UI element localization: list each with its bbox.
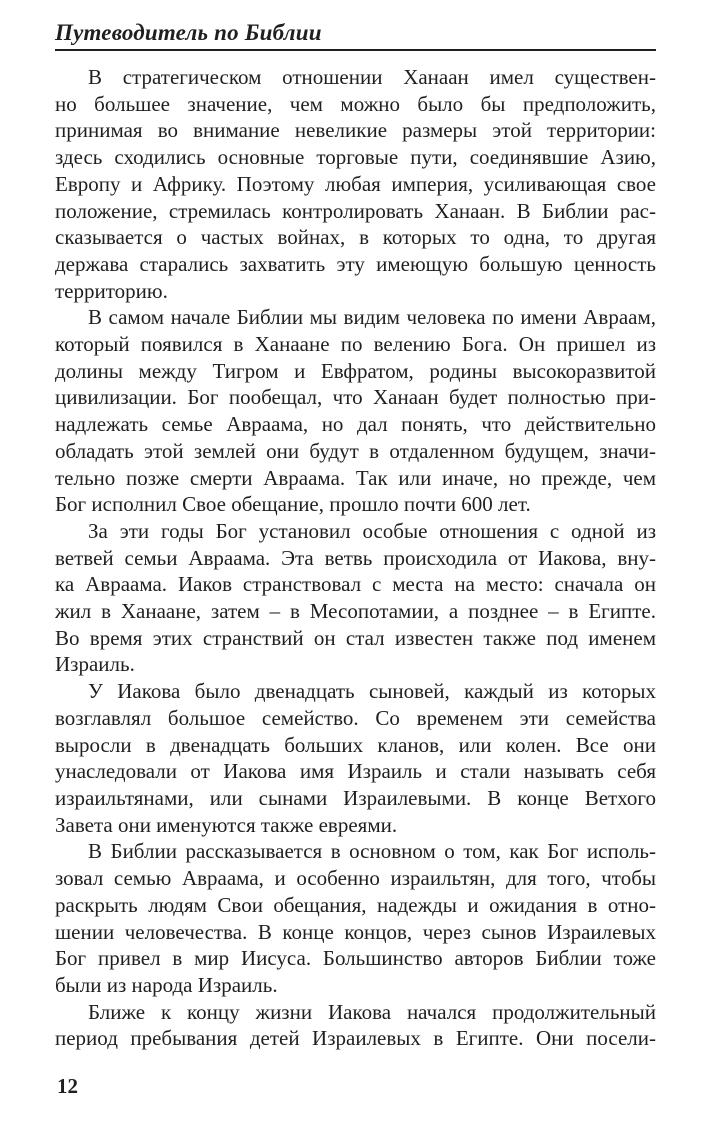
text-line: Бог исполнил Свое обещание, прошло почти 600 лет.	[55, 492, 531, 517]
text-line: унаследовали от Иакова имя Израиль и стали называть себя	[55, 759, 656, 784]
text-line: период пребывания детей Израилевых в Египте. Они посели-	[55, 1026, 656, 1051]
text-line: ветвей семьи Авраама. Эта ветвь происходила от Иакова, вну-	[55, 545, 656, 570]
text-line: территорию.	[55, 278, 168, 303]
text-line: обладать этой землей они будут в отдаленном будущем, значи-	[55, 438, 656, 463]
paragraph	[55, 304, 656, 518]
text-line: жил в Ханаане, затем – в Месопотамии, а позднее – в Египте.	[55, 599, 656, 624]
text-line: ка Авраама. Иаков странствовал с места на место: сначала он	[55, 572, 656, 597]
text-line: В стратегическом отношении Ханаан имел существен-	[88, 65, 656, 89]
text-line: Европу и Африку. Поэтому любая империя, усиливающая свое	[55, 171, 656, 196]
text-line: но большее значение, чем можно было бы предположить,	[55, 91, 656, 116]
text-line: Ближе к концу жизни Иакова начался продолжительный	[88, 999, 656, 1024]
text-line: раскрыть людям Свои обещания, надежды и ожидания в отно-	[55, 892, 656, 917]
text-line: держава старались захватить эту имеющую большую ценность	[55, 251, 656, 276]
text-line: возглавлял большое семейство. Со временем эти семейства	[55, 705, 656, 730]
text-line: Израиль.	[55, 652, 135, 677]
paragraph	[55, 838, 656, 998]
paragraph	[55, 64, 656, 304]
text-line: Во время этих странствий он стал известен также под именем	[55, 625, 656, 650]
text-line: В самом начале Библии мы видим человека по имени Авраам,	[88, 305, 656, 330]
running-header	[55, 20, 656, 51]
text-line: который появился в Ханаане по велению Бога. Он пришел из	[55, 332, 656, 357]
text-line: шении человечества. В конце концов, через сынов Израилевых	[55, 919, 656, 944]
text-line: были из народа Израиль.	[55, 972, 278, 997]
text-line: надлежать семье Авраама, но дал понять, что действительно	[55, 412, 656, 437]
running-header-title: Путеводитель по Библии	[55, 20, 322, 45]
text-line: За эти годы Бог установил особые отношения с одной из	[88, 518, 656, 543]
text-line: принимая во внимание невеликие размеры этой территории:	[55, 118, 656, 143]
text-line: выросли в двенадцать больших кланов, или колен. Все они	[55, 732, 656, 757]
text-line: зовал семью Авраама, и особенно израильтян, для того, чтобы	[55, 866, 656, 891]
text-line: положение, стремилась контролировать Ханаан. В Библии рас-	[55, 198, 656, 223]
header-rule	[55, 49, 656, 51]
text-line: цивилизации. Бог пообещал, что Ханаан будет полностью при-	[55, 385, 656, 410]
text-line: сказывается о частых войнах, в которых то одна, то другая	[55, 225, 656, 250]
text-line: Бог привел в мир Иисуса. Большинство авторов Библии тоже	[55, 946, 656, 971]
text-line: тельно позже смерти Авраама. Так или иначе, но прежде, чем	[55, 465, 656, 490]
text-line: здесь сходились основные торговые пути, соединявшие Азию,	[55, 145, 656, 170]
text-line: Завета они именуются также евреями.	[55, 812, 398, 837]
paragraph	[55, 678, 656, 838]
paragraph	[55, 999, 656, 1052]
text-line: У Иакова было двенадцать сыновей, каждый из которых	[88, 679, 656, 704]
text-line: долины между Тигром и Евфратом, родины высокоразвитой	[55, 358, 656, 383]
page-body	[55, 64, 656, 1052]
text-line: В Библии рассказывается в основном о том, как Бог исполь-	[88, 839, 656, 864]
text-line: израильтянами, или сынами Израилевыми. В конце Ветхого	[55, 785, 656, 810]
paragraph	[55, 518, 656, 678]
page-number: 12	[57, 1074, 78, 1098]
